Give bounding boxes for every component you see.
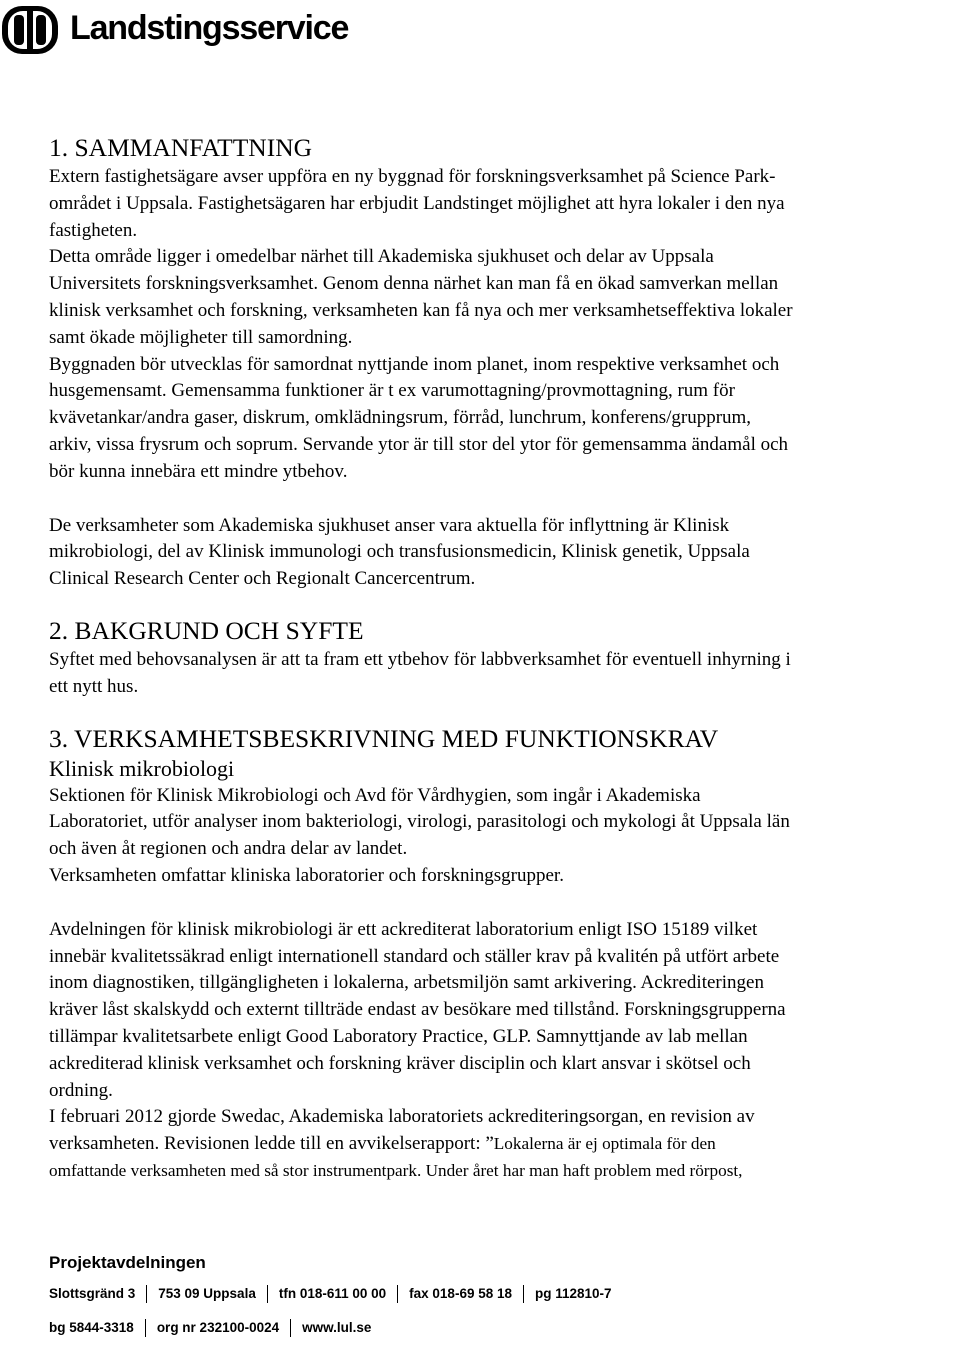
body-line: inom diagnostiken, tillgängligheten i lokalerna, arbetsmiljön samt arkivering. Ackrediteringen: [49, 972, 764, 994]
body-line: husgemensamt. Gemensamma funktioner är t ex varumottagning/provmottagning, rum för: [49, 380, 735, 402]
body-line: klinisk verksamhet och forskning, verksamheten kan få nya och mer verksamhetseffektiva lokaler: [49, 299, 793, 321]
section-3-subheading: Klinisk mikrobiologi: [49, 755, 235, 781]
body-line: tillämpar kvalitetsarbete enligt Good Laboratory Practice, GLP. Samnyttjande av lab mellan: [49, 1025, 748, 1047]
logo-text: Landstingsservice: [70, 9, 349, 47]
footer-divider: [146, 1285, 147, 1303]
body-line: Clinical Research Center och Regionalt Cancercentrum.: [49, 568, 476, 590]
footer-address-line: [49, 1284, 612, 1304]
footer-phone: tfn 018-611 00 00: [278, 1286, 387, 1301]
body-line: Sektionen för Klinisk Mikrobiologi och Avd för Vårdhygien, som ingår i Akademiska: [49, 784, 701, 806]
footer-divider: [267, 1285, 268, 1303]
body-line: bör kunna innebära ett mindre ytbehov.: [49, 460, 348, 482]
body-line: innebär kvalitetssäkrad enligt internationell standard och ställer krav på kvalitén på utfört arbete: [49, 945, 780, 967]
body-line: samt ökade möjligheter till samordning.: [49, 326, 353, 348]
body-text: verksamheten. Revisionen ledde till en avvikelserapport: ”: [49, 1133, 494, 1155]
footer-divider: [290, 1319, 291, 1337]
body-line: mikrobiologi, del av Klinisk immunologi och transfusionsmedicin, Klinisk genetik, Uppsala: [49, 541, 750, 563]
body-line: och även åt regionen och andra delar av landet.: [49, 838, 408, 860]
footer-divider: [523, 1285, 524, 1303]
body-line: fastigheten.: [49, 219, 138, 241]
body-line: kvävetankar/andra gaser, diskrum, omklädningsrum, förråd, lunchrum, konferens/grupprum,: [49, 407, 752, 429]
footer-street: Slottsgränd 3: [49, 1286, 136, 1301]
body-line: Verksamheten omfattar kliniska laboratorier och forskningsgrupper.: [49, 864, 564, 886]
body-line: området i Uppsala. Fastighetsägaren har erbjudit Landstinget möjlighet att hyra lokaler i den nya: [49, 192, 785, 214]
body-line: Extern fastighetsägare avser uppföra en ny byggnad för forskningsverksamhet på Science Park-: [49, 166, 776, 187]
landstingsservice-logo-icon: [0, 0, 62, 60]
body-line: Laboratoriet, utför analyser inom bakteriologi, virologi, parasitologi och mykologi åt Uppsala län: [49, 811, 790, 833]
footer-divider: [397, 1285, 398, 1303]
section-3-heading: 3. VERKSAMHETSBESKRIVNING MED FUNKTIONSKRAV: [49, 723, 719, 753]
body-line: Byggnaden bör utvecklas för samordnat nyttjande inom planet, inom respektive verksamhet och: [49, 353, 780, 375]
body-line: ackrediterad klinisk verksamhet och forskning kräver disciplin och klart ansvar i skötsel och: [49, 1052, 751, 1074]
footer-postal: 753 09 Uppsala: [158, 1286, 256, 1301]
body-line: Universitets forskningsverksamhet. Genom denna närhet kan man få en ökad samverkan mellan: [49, 273, 779, 295]
page-footer: [49, 1252, 612, 1352]
body-line: Avdelningen för klinisk mikrobiologi är ett ackrediterat laboratorium enligt ISO 15189 vilket: [49, 918, 758, 940]
section-2-heading: 2. BAKGRUND OCH SYFTE: [49, 615, 364, 645]
footer-website-link[interactable]: www.lul.se: [302, 1320, 372, 1335]
quoted-text: Lokalerna är ej optimala för den: [493, 1134, 716, 1154]
body-line: ordning.: [49, 1079, 113, 1101]
footer-account-line: [49, 1318, 612, 1338]
footer-divider: [145, 1319, 146, 1337]
footer-title: Projektavdelningen: [49, 1253, 206, 1272]
body-line: Syftet med behovsanalysen är att ta fram ett ytbehov för labbverksamhet för eventuell inhyrning i: [49, 648, 791, 670]
body-line: Detta område ligger i omedelbar närhet till Akademiska sjukhuset och delar av Uppsala: [49, 246, 714, 268]
footer-org-nr: org nr 232100-0024: [156, 1320, 280, 1335]
header-logo: [0, 0, 349, 60]
body-line: ett nytt hus.: [49, 675, 139, 697]
footer-bg: bg 5844-3318: [49, 1320, 134, 1335]
body-line: arkiv, vissa frysrum och soprum. Servande ytor är till stor del ytor för gemensamma ändamål och: [49, 433, 789, 455]
document-body: [49, 132, 954, 1185]
body-line: De verksamheter som Akademiska sjukhuset anser vara aktuella för inflyttning är Klinisk: [49, 514, 730, 536]
footer-fax: fax 018-69 58 18: [409, 1286, 512, 1301]
body-line-mixed: [49, 1131, 954, 1158]
footer-pg: pg 112810-7: [535, 1286, 612, 1301]
body-line: kräver låst skalskydd och externt tillträde endast av besökare med tillstånd. Forskningsgrupperna: [49, 999, 786, 1021]
body-line-small: omfattande verksamheten med så stor instrumentpark. Under året har man haft problem med rörpost,: [49, 1160, 743, 1180]
body-line: I februari 2012 gjorde Swedac, Akademiska laboratoriets ackrediteringsorgan, en revision av: [49, 1106, 755, 1128]
section-1-heading: 1. SAMMANFATTNING: [49, 133, 313, 162]
